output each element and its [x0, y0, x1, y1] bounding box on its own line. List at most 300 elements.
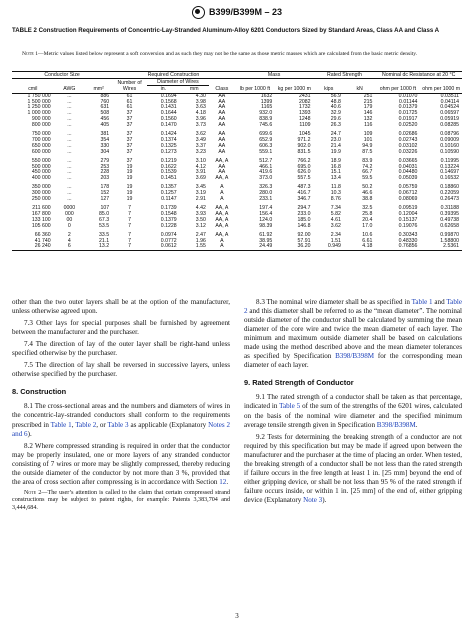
- table-cell: 419.6: [259, 169, 273, 176]
- table-cell: 56.9: [330, 92, 341, 99]
- table-cell: 800 000: [31, 122, 51, 129]
- table-cell: 251: [363, 92, 373, 99]
- table-cell: 85.0: [99, 210, 110, 217]
- note-2: Note 2—The user’s attention is called to the claim that certain compressed strand constructions may be subject to patent rights, for example: Patents 3,383,704 and 3,444,684.: [12, 489, 231, 512]
- table-cell: 24.49: [235, 244, 276, 250]
- table-cell: 37: [126, 157, 133, 164]
- table-cell: 152: [100, 190, 110, 197]
- table-cell: 37: [126, 142, 133, 149]
- col-cmil: cmil: [12, 79, 54, 93]
- table-cell: AA: [218, 169, 226, 176]
- table-cell: 233.0: [297, 210, 311, 217]
- table-cell: 0.1147: [161, 196, 177, 203]
- table-cell: 466.1: [259, 163, 273, 170]
- table-cell: 0.1228: [160, 222, 177, 229]
- col-diameter-in: in.: [147, 86, 180, 93]
- table-cell: 487.3: [297, 184, 311, 191]
- table-cell: 7: [128, 237, 131, 244]
- table-cell: 456: [100, 116, 110, 123]
- table-cell: ...: [67, 142, 72, 149]
- table-cell: 107: [100, 205, 110, 212]
- table-cell: 0.08285: [440, 122, 459, 129]
- col-mm2: mm²: [85, 79, 112, 93]
- table-cell: 98.39: [259, 222, 273, 229]
- table-cell: 0.15137: [398, 216, 418, 223]
- table-cell: 50.2: [362, 184, 373, 191]
- table-cell: 0.1451: [160, 175, 177, 182]
- table-cell: 0.1560: [160, 116, 177, 123]
- table-cell: 4.61: [330, 216, 341, 223]
- table-2-link[interactable]: Table 2: [244, 298, 462, 316]
- table-cell: 000: [65, 210, 74, 217]
- table-cell: 61: [126, 98, 133, 105]
- table-cell: 61.92: [259, 231, 273, 238]
- table-caption: TABLE 2 Construction Requirements of Concentric-Lay-Stranded Aluminum-Alloy 6201 Conductors Sized by Standard Areas, Class AA and Class A: [12, 27, 440, 34]
- table-cell: 74.2: [362, 163, 373, 170]
- table-cell: 750 000: [31, 131, 51, 138]
- table-cell: 1 500 000: [27, 98, 51, 105]
- table-cell: ...: [67, 92, 72, 99]
- table-cell: 133 100: [31, 216, 51, 223]
- table-cell: AA: [218, 98, 226, 105]
- table-body: [12, 93, 462, 251]
- table-cell: AA, A: [215, 205, 229, 212]
- table-cell: 146.8: [297, 222, 311, 229]
- spec-b398-link[interactable]: B398/B398M: [376, 420, 416, 429]
- table-cell: 0.01379: [398, 104, 418, 111]
- table-cell: 280.0: [259, 190, 273, 197]
- document-designation: B399/B399M – 23: [208, 6, 283, 17]
- table-cell: 167 800: [31, 210, 51, 217]
- table-cell: 631: [100, 104, 110, 111]
- table-cell: 53.5: [99, 222, 110, 229]
- table-cell: 416.7: [297, 190, 311, 197]
- table-cell: ...: [67, 196, 72, 203]
- paragraph-9-1: 9.1 The rated strength of a conductor shall be taken as that percentage, indicated in Table 5 of the sum of the strengths of the 6201 wires, calculated on the basis of the nominal wire diameter and the specified minimum average tensile strength given in Specification B398/B398M.: [244, 393, 462, 429]
- table-cell: 354: [100, 136, 110, 143]
- table-cell: 760: [100, 98, 110, 105]
- table-cell: 32.9: [330, 110, 341, 117]
- table-cell: AA, A: [215, 216, 229, 223]
- notes-2-and-6-link[interactable]: Notes 2 and 6: [12, 420, 231, 438]
- table-cell: 8.76: [330, 196, 341, 203]
- table-cell: 3.96: [195, 116, 206, 123]
- table-cell: 400 000: [31, 175, 51, 182]
- table-cell: 15.1: [330, 169, 341, 176]
- table-cell: 2: [67, 231, 71, 238]
- table-cell: AA: [218, 131, 226, 138]
- table-cell: 253: [100, 163, 110, 170]
- table-cell: 766.2: [297, 157, 311, 164]
- table-cell: 3.63: [195, 104, 206, 111]
- col-group-required-construction: Required Construction: [112, 72, 235, 79]
- table-2-link[interactable]: Table 2: [75, 420, 97, 429]
- table-1-link[interactable]: Table 1: [50, 420, 72, 429]
- table-cell: 1393: [298, 110, 311, 117]
- table-cell: 2082: [298, 98, 311, 105]
- table-cell: 3.10: [195, 157, 206, 164]
- table-cell: 0.04114: [440, 98, 459, 105]
- table-cell: ...: [67, 184, 72, 191]
- col-ohm-per-1000ft: ohm per 1000 ft: [375, 79, 420, 93]
- table-cell: 346.7: [297, 196, 311, 203]
- spec-b398-link[interactable]: B398/B398M: [335, 352, 375, 361]
- astm-logo-icon: [192, 6, 205, 19]
- table-cell: 32.5: [362, 205, 373, 212]
- col-lb-per-1000ft: lb per 1000 ft: [235, 79, 276, 93]
- col-kg-per-1000m: kg per 1000 m: [275, 79, 313, 93]
- table-3-link[interactable]: Table 3: [107, 420, 129, 429]
- table-cell: 215: [363, 98, 373, 105]
- table-cell: 6: [54, 244, 86, 250]
- table-cell: 0.03102: [398, 142, 418, 149]
- table-cell: 652.9: [259, 136, 273, 143]
- table-cell: 0.1739: [160, 205, 177, 212]
- table-cell: 971.2: [297, 136, 311, 143]
- table-cell: 61: [126, 92, 133, 99]
- table-cell: ...: [67, 122, 72, 129]
- table-cell: ...: [67, 110, 72, 117]
- table-cell: 0.06712: [398, 190, 418, 197]
- col-group-resistance: Nominal dc Resistance at 20 °C: [375, 72, 462, 79]
- paragraph-8-1: 8.1 The cross-sectional areas and the numbers and diameters of wires in the concentric-lay-stranded conductors shall conform to the requirements prescribed in Table 1, Table 2, or Table 3 as applicable (Explanatory Notes 2 and 6).: [12, 402, 231, 438]
- table-cell: 0.10590: [440, 148, 459, 155]
- table-cell: 00: [66, 216, 73, 223]
- table-cell: 0.04031: [398, 163, 418, 170]
- table-cell: 886: [100, 92, 110, 99]
- table-cell: 0.1622: [160, 163, 177, 170]
- table-cell: 3.45: [195, 184, 206, 191]
- table-5-link[interactable]: Table 5: [279, 402, 301, 411]
- table-cell: 4.12: [195, 163, 206, 170]
- table-cell: 1 250 000: [27, 104, 51, 111]
- page-header: [0, 6, 474, 19]
- table-cell: ...: [67, 131, 72, 138]
- table-cell: 105 600: [31, 222, 51, 229]
- table-cell: 373.0: [259, 175, 273, 182]
- table-1-link[interactable]: Table 1: [411, 298, 433, 306]
- table-cell: AA: [218, 116, 226, 123]
- table-cell: 0.03665: [398, 157, 418, 164]
- table-cell: 0.1219: [160, 157, 177, 164]
- table-cell: AA: [218, 142, 226, 149]
- table-cell: 37: [126, 122, 133, 129]
- table-cell: 350 000: [31, 184, 51, 191]
- table-cell: 87.5: [362, 148, 373, 155]
- table-cell: 41 740: [34, 237, 51, 244]
- table-cell: 46.6: [362, 190, 373, 197]
- table-cell: AA: [218, 122, 226, 129]
- table-cell: 0.01725: [398, 110, 418, 117]
- table-cell: 0.19076: [398, 222, 418, 229]
- table-cell: 3.62: [330, 222, 341, 229]
- table-cell: 0.1568: [160, 98, 177, 105]
- table-cell: ...: [67, 175, 72, 182]
- table-cell: 94.9: [362, 142, 373, 149]
- table-cell: 0000: [63, 205, 76, 212]
- paragraph-7-5: 7.5 The direction of lay shall be reversed in successive layers, unless otherwise specified by the purchaser.: [12, 361, 230, 379]
- table-cell: 132: [363, 116, 373, 123]
- table-cell: 3.12: [195, 222, 206, 229]
- table-cell: 0.03226: [398, 148, 418, 155]
- table-cell: 0.39395: [440, 210, 459, 217]
- table-cell: 37: [126, 148, 133, 155]
- table-cell: 2.5361: [420, 244, 462, 250]
- table-cell: 25.8: [362, 210, 373, 217]
- table-cell: AA: [218, 92, 226, 99]
- table-cell: 294.7: [297, 205, 311, 212]
- table-cell: 19: [126, 184, 133, 191]
- table-cell: 7: [112, 244, 147, 250]
- section-8-heading: 8. Construction: [12, 387, 67, 397]
- table-cell: 10.6: [362, 231, 373, 238]
- table-cell: 146: [363, 110, 373, 117]
- table-cell: ...: [67, 163, 72, 170]
- table-cell: 405: [100, 122, 110, 129]
- table-cell: 66.7: [362, 169, 373, 176]
- table-cell: 695.0: [297, 163, 311, 170]
- table-cell: AA: [218, 163, 226, 170]
- table-cell: 0.1325: [160, 142, 177, 149]
- table-cell: 3.62: [195, 131, 206, 138]
- table-cell: 1109: [299, 122, 311, 129]
- table-cell: 1.58800: [440, 237, 459, 244]
- table-cell: 0.1379: [160, 216, 177, 223]
- table-cell: 250 000: [31, 196, 51, 203]
- table-cell: ...: [67, 148, 72, 155]
- table-cell: 3.91: [195, 169, 206, 176]
- table-cell: 7: [128, 205, 131, 212]
- table-cell: 0.02686: [398, 131, 418, 138]
- table-cell: 0.13224: [440, 163, 459, 170]
- table-cell: 0.1431: [160, 104, 177, 111]
- table-cell: 0.04480: [398, 169, 418, 176]
- table-cell: 0.0612: [147, 244, 180, 250]
- table-cell: 831.5: [297, 148, 311, 155]
- table-cell: 7: [128, 222, 131, 229]
- table-cell: 0.08796: [440, 131, 459, 138]
- table-cell: AA: [218, 136, 226, 143]
- table-cell: 197.4: [259, 205, 273, 212]
- table-cell: 19: [126, 169, 133, 176]
- table-cell: 23.0: [330, 136, 341, 143]
- table-cell: 300 000: [31, 190, 51, 197]
- table-cell: 0.09519: [398, 205, 418, 212]
- table-cell: 0.30343: [398, 231, 418, 238]
- table-cell: 0.1644: [160, 110, 177, 117]
- table-cell: ...: [67, 169, 72, 176]
- table-cell: 0.02520: [398, 122, 418, 129]
- note-3-link[interactable]: Note 3: [303, 495, 323, 504]
- table-cell: 3.98: [195, 98, 206, 105]
- table-cell: 156.4: [259, 210, 273, 217]
- table-cell: 57.91: [297, 237, 311, 244]
- col-group-diameter: Diameter of Wires: [147, 79, 209, 86]
- table-cell: AA: [218, 110, 226, 117]
- table-cell: 0.10160: [440, 142, 459, 149]
- table-cell: 4.30: [195, 92, 206, 99]
- table-cell: 512.7: [259, 157, 273, 164]
- table-cell: ...: [67, 190, 72, 197]
- table-cell: 2.47: [195, 231, 206, 238]
- table-cell: A: [209, 244, 235, 250]
- table-cell: 48.8: [330, 98, 341, 105]
- table-cell: ...: [67, 157, 72, 164]
- table-cell: 1632: [260, 92, 273, 99]
- table-cell: 606.3: [259, 142, 273, 149]
- table-cell: 600 000: [31, 148, 51, 155]
- table-cell: 0.1257: [160, 190, 177, 197]
- table-cell: 381: [100, 131, 110, 138]
- table-cell: 29.6: [330, 116, 341, 123]
- right-column: [244, 298, 462, 508]
- table-cell: A: [220, 190, 224, 197]
- table-cell: 6.61: [362, 237, 373, 244]
- table-cell: 0.76856: [375, 244, 420, 250]
- table-cell: 279: [100, 157, 110, 164]
- paragraph-8-2: 8.2 Where compressed stranding is required in order that the conductor may be properly insulated, one or more layers of any stranded conductor consisting of 7 wires or more may be slightly compressed, thereby reducing the outside diameter of the conductor by not more than 3 %, provided that the area of cross section after compressing is in accordance with Section 12.: [12, 441, 230, 486]
- table-cell: 21.4: [330, 142, 341, 149]
- table-cell: 3.73: [195, 122, 206, 129]
- table-note-1: Note 1—Metric values listed below represent a soft conversion and as such they may not be the same as those metric masses which are calculated from the basic metric density.: [22, 51, 418, 57]
- paragraph-9-2: 9.2 Tests for determining the breaking strength of a conductor are not required by this specification but may be made if agreed upon between the manufacturer and the purchaser at the time of placing an order. When tested, the breaking strength of a conductor shall be not less than the rated strength if failure occurs in the free length at least 1 in. [25 mm] beyond the end of either gripping device, or shall be not less than 95 % of the rated strength if failure occurs inside, or within 1 in. [25 mm] of the end of, either gripping device (Explanatory Note 3).: [244, 432, 462, 504]
- table-cell: 0.1548: [160, 210, 177, 217]
- table-cell: 1.51: [330, 237, 341, 244]
- table-cell: 0.03511: [440, 92, 459, 99]
- page-number: 3: [235, 612, 239, 620]
- table-cell: 3.23: [195, 148, 206, 155]
- table-cell: 19: [126, 163, 133, 170]
- table-cell: 0.0772: [160, 237, 177, 244]
- col-number-of-wires: Number of Wires: [112, 79, 147, 93]
- table-cell: 1399: [260, 98, 273, 105]
- table-cell: 3.49: [195, 136, 206, 143]
- table-cell: 1.55: [180, 244, 209, 250]
- table-cell: 0.62658: [440, 222, 459, 229]
- table-cell: 36.20: [275, 244, 313, 250]
- table-cell: 109: [363, 131, 373, 138]
- col-kips: kips: [314, 79, 344, 93]
- col-group-mass: Mass: [235, 72, 314, 79]
- table-cell: 838.9: [259, 116, 273, 123]
- table-cell: 0.48330: [398, 237, 418, 244]
- table-cell: 185.0: [297, 216, 311, 223]
- table-cell: 0.1694: [160, 92, 177, 99]
- table-cell: 7: [128, 210, 131, 217]
- table-cell: 0.06597: [440, 110, 459, 117]
- table-cell: ...: [67, 104, 72, 111]
- table-cell: 1.96: [195, 237, 206, 244]
- table-cell: 0.1539: [160, 169, 177, 176]
- table-cell: 0.05759: [398, 184, 418, 191]
- table-cell: 37: [126, 131, 133, 138]
- table-cell: 0.04524: [440, 104, 459, 111]
- table-cell: 38.8: [362, 196, 373, 203]
- table-cell: 0.01917: [398, 116, 418, 123]
- table-cell: 40.6: [330, 104, 341, 111]
- table-cell: A: [220, 196, 224, 203]
- table-cell: 450 000: [31, 169, 51, 176]
- table-cell: 19: [126, 190, 133, 197]
- table-cell: 67.3: [99, 216, 110, 223]
- table-cell: AA, A: [215, 231, 229, 238]
- table-cell: 0.31188: [440, 205, 459, 212]
- left-column: [12, 298, 230, 516]
- table-cell: 37: [126, 110, 133, 117]
- table-cell: 0.01070: [398, 92, 418, 99]
- table-cell: 13.2: [85, 244, 112, 250]
- col-ohm-per-1000m: ohm per 1000 m: [420, 79, 462, 93]
- table-cell: 900 000: [31, 116, 51, 123]
- table-cell: 650 000: [31, 142, 51, 149]
- table-cell: 304: [100, 148, 110, 155]
- table-cell: 178: [100, 184, 110, 191]
- table-cell: 0.18860: [440, 184, 459, 191]
- table-cell: 0.11995: [440, 157, 459, 164]
- table-cell: 2.34: [330, 231, 341, 238]
- table-cell: ...: [67, 136, 72, 143]
- table-cell: 559.1: [259, 148, 273, 155]
- table-cell: 17.0: [362, 222, 373, 229]
- table-cell: 0.22059: [440, 190, 459, 197]
- paragraph-7-4: 7.4 The direction of lay of the outer layer shall be right-hand unless specified otherwise by the purchaser.: [12, 340, 230, 358]
- section-12-link[interactable]: 12: [219, 477, 227, 486]
- table-cell: 203: [100, 175, 110, 182]
- table-cell: 0.05919: [440, 116, 459, 123]
- table-cell: 1 750 000: [27, 92, 51, 99]
- table-cell: 26.3: [330, 122, 341, 129]
- col-diameter-mm: mm: [180, 86, 209, 93]
- table-cell: 1165: [261, 104, 273, 111]
- table-cell: 19: [126, 196, 133, 203]
- table-cell: 0.0974: [160, 231, 177, 238]
- table-cell: 0.14697: [440, 169, 459, 176]
- table-cell: AA, A: [215, 210, 229, 217]
- table-cell: 0.1374: [160, 136, 177, 143]
- table-cell: 0.1424: [160, 131, 177, 138]
- table-cell: 0.49738: [440, 216, 459, 223]
- table-cell: 19.9: [330, 148, 341, 155]
- table-cell: 0.99870: [440, 231, 459, 238]
- table-cell: 0.09009: [440, 136, 459, 143]
- table-cell: AA, A: [215, 157, 229, 164]
- table-cell: 7: [128, 216, 131, 223]
- table-cell: 3.69: [195, 175, 206, 182]
- table-cell: 326.3: [259, 184, 273, 191]
- table-cell: 0.02743: [398, 136, 418, 143]
- table-cell: 127: [100, 196, 110, 203]
- table-cell: 500 000: [31, 163, 51, 170]
- table-cell: 4.18: [195, 110, 206, 117]
- table-cell: 59.5: [362, 175, 373, 182]
- table-row: [12, 244, 462, 250]
- table-cell: 0.05039: [398, 175, 418, 182]
- table-cell: 21.1: [99, 237, 110, 244]
- col-class: Class: [209, 79, 235, 93]
- table-cell: 211 600: [32, 205, 51, 212]
- table-cell: 508: [100, 110, 110, 117]
- table-cell: 38.95: [259, 237, 273, 244]
- table-cell: 3.37: [195, 142, 206, 149]
- table-cell: 550 000: [31, 157, 51, 164]
- table-cell: 7.34: [330, 205, 341, 212]
- table-cell: 1 000 000: [27, 110, 51, 117]
- table-cell: AA, A: [215, 222, 229, 229]
- table-cell: 4.18: [344, 244, 376, 250]
- table-cell: 932.0: [259, 110, 273, 117]
- table-cell: ...: [67, 116, 72, 123]
- table-cell: 700 000: [31, 136, 51, 143]
